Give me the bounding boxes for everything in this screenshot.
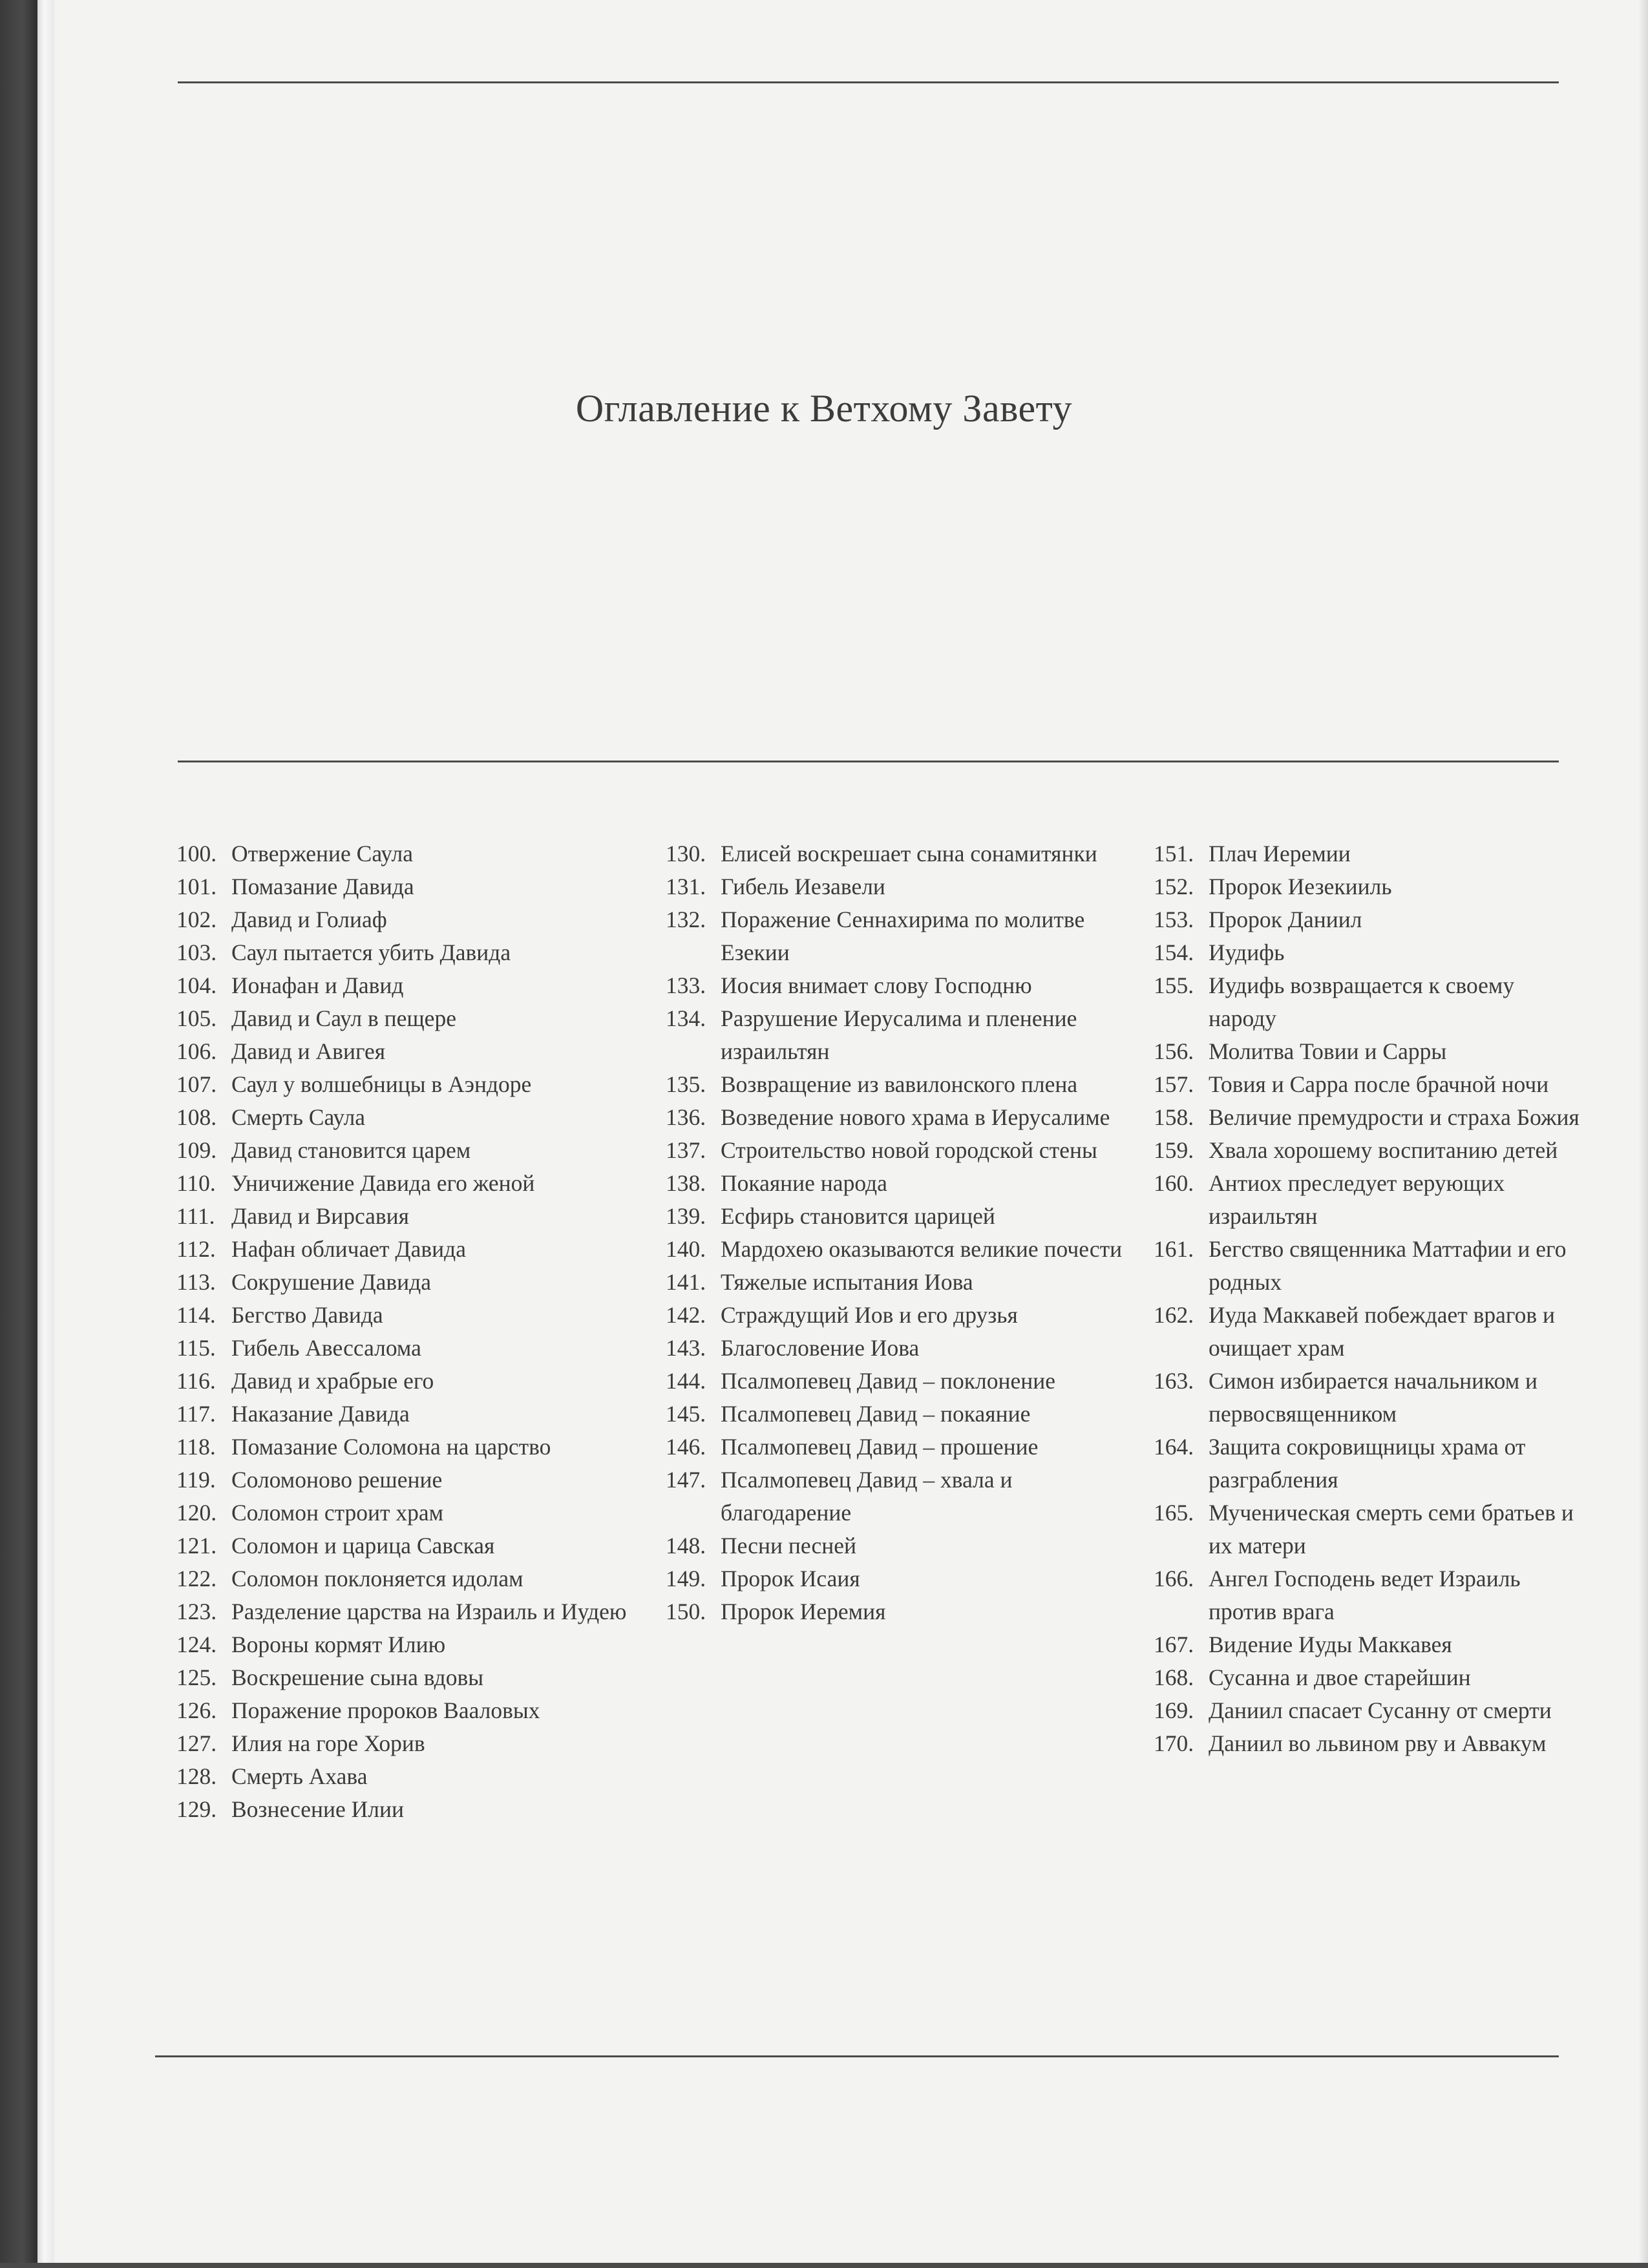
toc-entry-title: Елисей воскрешает сына сонамитянки: [721, 841, 1097, 866]
toc-entry-number: 109.: [176, 1137, 217, 1163]
toc-entry: [666, 837, 1131, 870]
toc-column-3: [1154, 837, 1580, 1760]
toc-entry: [666, 1365, 1131, 1398]
toc-entry-title: Мученическая смерть семи братьев и их матери: [1209, 1500, 1574, 1559]
toc-entry-title: Отвержение Саула: [231, 841, 413, 866]
toc-entry: [176, 1661, 642, 1694]
toc-entry-number: 135.: [666, 1071, 706, 1097]
toc-entry-title: Наказание Давида: [231, 1401, 410, 1427]
toc-entry-title: Помазание Соломона на царство: [231, 1434, 551, 1460]
toc-entry-title: Ангел Господень ведет Израиль против врага: [1209, 1566, 1521, 1624]
toc-entry-title: Плач Иеремии: [1209, 841, 1351, 866]
toc-entry: [666, 1233, 1131, 1266]
toc-entry: [1154, 969, 1580, 1035]
toc-entry-number: 163.: [1154, 1368, 1194, 1394]
toc-entry: [666, 1299, 1131, 1332]
toc-entry-number: 136.: [666, 1104, 706, 1130]
toc-entry: [1154, 1035, 1580, 1068]
toc-entry-number: 124.: [176, 1632, 217, 1657]
toc-entry-number: 168.: [1154, 1664, 1194, 1690]
toc-entry: [666, 1595, 1131, 1628]
toc-entry-title: Псалмопевец Давид – прошение: [721, 1434, 1039, 1460]
toc-entry: [1154, 936, 1580, 969]
title-divider-rule: [178, 761, 1559, 762]
toc-entry-title: Нафан обличает Давида: [231, 1236, 466, 1262]
toc-entry-title: Бегство Давида: [231, 1302, 383, 1328]
toc-entry-number: 146.: [666, 1434, 706, 1460]
toc-entry: [1154, 1365, 1580, 1431]
toc-entry: [176, 1793, 642, 1826]
toc-entry-title: Пророк Исаия: [721, 1566, 860, 1591]
toc-entry-number: 123.: [176, 1599, 217, 1624]
toc-entry: [1154, 1068, 1580, 1101]
toc-entry: [666, 969, 1131, 1002]
toc-entry-number: 160.: [1154, 1170, 1194, 1196]
book-binding: [0, 0, 37, 2268]
toc-entry-title: Соломон поклоняется идолам: [231, 1566, 523, 1591]
toc-entry-title: Возведение нового храма в Иерусалиме: [721, 1104, 1110, 1130]
page-bottom-edge: [0, 2263, 1648, 2268]
toc-entry-number: 161.: [1154, 1236, 1194, 1262]
toc-entry-number: 121.: [176, 1533, 217, 1559]
toc-entry-number: 167.: [1154, 1632, 1194, 1657]
toc-entry: [176, 969, 642, 1002]
toc-entry-number: 101.: [176, 874, 217, 899]
toc-entry-number: 113.: [176, 1269, 216, 1295]
toc-entry: [176, 1200, 642, 1233]
toc-entry: [666, 870, 1131, 903]
toc-entry: [176, 870, 642, 903]
toc-entry-number: 159.: [1154, 1137, 1194, 1163]
toc-entry-number: 115.: [176, 1335, 216, 1361]
toc-entry: [1154, 1661, 1580, 1694]
toc-entry: [176, 1595, 642, 1628]
toc-entry-number: 147.: [666, 1467, 706, 1493]
toc-entry: [176, 1496, 642, 1529]
toc-entry-number: 166.: [1154, 1566, 1194, 1591]
toc-entry: [1154, 1299, 1580, 1365]
toc-entry: [1154, 1562, 1580, 1628]
toc-entry-title: Псалмопевец Давид – поклонение: [721, 1368, 1056, 1394]
toc-entry-title: Пророк Иезекииль: [1209, 874, 1392, 899]
toc-entry-title: Уничижение Давида его женой: [231, 1170, 535, 1196]
toc-entry-number: 153.: [1154, 907, 1194, 932]
toc-entry-title: Иосия внимает слову Господню: [721, 972, 1032, 998]
toc-entry-title: Пророк Иеремия: [721, 1599, 886, 1624]
toc-entry-title: Воскрешение сына вдовы: [231, 1664, 484, 1690]
toc-entry-number: 100.: [176, 841, 217, 866]
toc-entry: [1154, 1496, 1580, 1562]
toc-entry: [1154, 837, 1580, 870]
toc-entry-number: 165.: [1154, 1500, 1194, 1526]
toc-entry-title: Хвала хорошему воспитанию детей: [1209, 1137, 1558, 1163]
toc-entry-number: 151.: [1154, 841, 1194, 866]
toc-entry: [666, 1464, 1131, 1529]
bottom-rule: [155, 2055, 1559, 2057]
toc-entry-number: 117.: [176, 1401, 216, 1427]
toc-entry: [1154, 1101, 1580, 1134]
toc-entry: [666, 1134, 1131, 1167]
page-right-edge: [1639, 0, 1648, 2268]
toc-entry-title: Давид и Голиаф: [231, 907, 387, 932]
toc-entry-title: Пророк Даниил: [1209, 907, 1362, 932]
toc-entry-title: Давид и Авигея: [231, 1038, 386, 1064]
toc-entry-title: Давид становится царем: [231, 1137, 471, 1163]
toc-entry: [176, 1760, 642, 1793]
toc-entry-number: 169.: [1154, 1697, 1194, 1723]
toc-entry-title: Поражение Сеннахирима по молитве Езекии: [721, 907, 1085, 965]
toc-entry-title: Даниил во львином рву и Аввакум: [1209, 1730, 1547, 1756]
toc-entry: [666, 903, 1131, 969]
toc-entry: [176, 1332, 642, 1365]
toc-entry-title: Симон избирается начальником и первосвященником: [1209, 1368, 1538, 1427]
toc-entry-title: Строительство новой городской стены: [721, 1137, 1097, 1163]
toc-entry-title: Соломон строит храм: [231, 1500, 444, 1526]
toc-entry-number: 140.: [666, 1236, 706, 1262]
toc-entry-number: 106.: [176, 1038, 217, 1064]
toc-entry-title: Смерть Саула: [231, 1104, 366, 1130]
toc-entry-title: Давид и Саул в пещере: [231, 1005, 456, 1031]
toc-entry-number: 162.: [1154, 1302, 1194, 1328]
toc-entry-title: Иудифь: [1209, 940, 1285, 965]
toc-entry-title: Вознесение Илии: [231, 1796, 405, 1822]
toc-entry-title: Разрушение Иерусалима и пленение израильтян: [721, 1005, 1077, 1064]
toc-entry-title: Псалмопевец Давид – хвала и благодарение: [721, 1467, 1013, 1526]
toc-entry-title: Соломоново решение: [231, 1467, 443, 1493]
toc-entry-title: Возвращение из вавилонского плена: [721, 1071, 1078, 1097]
toc-entry: [666, 1002, 1131, 1068]
toc-entry-number: 139.: [666, 1203, 706, 1229]
toc-entry-number: 154.: [1154, 940, 1194, 965]
toc-entry: [1154, 903, 1580, 936]
toc-entry-number: 164.: [1154, 1434, 1194, 1460]
toc-entry-title: Разделение царства на Израиль и Иудею: [231, 1599, 627, 1624]
toc-entry-title: Страждущий Иов и его друзья: [721, 1302, 1018, 1328]
toc-entry: [1154, 1628, 1580, 1661]
toc-entry-title: Товия и Сарра после брачной ночи: [1209, 1071, 1549, 1097]
toc-entry: [176, 1365, 642, 1398]
toc-entry-title: Ионафан и Давид: [231, 972, 404, 998]
toc-entry-number: 150.: [666, 1599, 706, 1624]
toc-entry-title: Поражение пророков Вааловых: [231, 1697, 540, 1723]
toc-entry-title: Защита сокровищницы храма от разграбления: [1209, 1434, 1526, 1493]
toc-entry-number: 145.: [666, 1401, 706, 1427]
toc-column-1: [176, 837, 642, 1826]
toc-entry: [1154, 1694, 1580, 1727]
toc-entry-title: Вороны кормят Илию: [231, 1632, 446, 1657]
toc-entry-title: Сокрушение Давида: [231, 1269, 431, 1295]
toc-entry: [666, 1562, 1131, 1595]
toc-entry-number: 170.: [1154, 1730, 1194, 1756]
toc-entry-number: 110.: [176, 1170, 216, 1196]
toc-entry: [176, 1134, 642, 1167]
toc-entry-number: 105.: [176, 1005, 217, 1031]
toc-entry: [1154, 1167, 1580, 1233]
toc-entry: [176, 1233, 642, 1266]
toc-entry-number: 119.: [176, 1467, 216, 1493]
toc-entry: [666, 1529, 1131, 1562]
toc-entry: [176, 903, 642, 936]
toc-entry-number: 114.: [176, 1302, 216, 1328]
toc-entry: [666, 1167, 1131, 1200]
toc-entry-title: Песни песней: [721, 1533, 857, 1559]
toc-entry-title: Давид и Вирсавия: [231, 1203, 410, 1229]
toc-entry-number: 130.: [666, 841, 706, 866]
toc-entry: [666, 1266, 1131, 1299]
toc-entry-number: 132.: [666, 907, 706, 932]
toc-entry: [1154, 1727, 1580, 1760]
toc-entry-number: 141.: [666, 1269, 706, 1295]
toc-entry-number: 137.: [666, 1137, 706, 1163]
toc-entry-number: 102.: [176, 907, 217, 932]
toc-entry: [176, 1398, 642, 1431]
toc-entry: [1154, 1233, 1580, 1299]
toc-entry: [666, 1431, 1131, 1464]
toc-entry-title: Гибель Авессалома: [231, 1335, 421, 1361]
toc-entry: [176, 1464, 642, 1496]
toc-entry-number: 116.: [176, 1368, 216, 1394]
page-gutter-edge: [37, 0, 54, 2268]
toc-entry-title: Давид и храбрые его: [231, 1368, 434, 1394]
toc-entry: [176, 1562, 642, 1595]
toc-entry: [176, 1068, 642, 1101]
toc-entry-title: Смерть Ахава: [231, 1763, 368, 1789]
toc-entry: [176, 936, 642, 969]
toc-entry-title: Тяжелые испытания Иова: [721, 1269, 973, 1295]
toc-entry-title: Благословение Иова: [721, 1335, 920, 1361]
toc-entry: [666, 1332, 1131, 1365]
toc-entry: [176, 1529, 642, 1562]
toc-entry: [1154, 870, 1580, 903]
toc-entry-number: 158.: [1154, 1104, 1194, 1130]
toc-entry-title: Видение Иуды Маккавея: [1209, 1632, 1452, 1657]
toc-entry-number: 133.: [666, 972, 706, 998]
toc-entry-title: Соломон и царица Савская: [231, 1533, 495, 1559]
toc-entry-number: 111.: [176, 1203, 215, 1229]
toc-entry-number: 125.: [176, 1664, 217, 1690]
toc-entry-number: 152.: [1154, 874, 1194, 899]
toc-entry: [1154, 1134, 1580, 1167]
toc-entry: [176, 1727, 642, 1760]
toc-entry-title: Илия на горе Хорив: [231, 1730, 425, 1756]
toc-entry-number: 144.: [666, 1368, 706, 1394]
toc-entry-title: Гибель Иезавели: [721, 874, 885, 899]
toc-entry: [666, 1068, 1131, 1101]
toc-entry-title: Саул пытается убить Давида: [231, 940, 511, 965]
toc-entry-number: 120.: [176, 1500, 217, 1526]
toc-entry-number: 142.: [666, 1302, 706, 1328]
toc-entry: [176, 1035, 642, 1068]
toc-entry: [176, 1266, 642, 1299]
toc-entry-number: 134.: [666, 1005, 706, 1031]
toc-entry-title: Сусанна и двое старейшин: [1209, 1664, 1471, 1690]
toc-entry: [176, 837, 642, 870]
toc-entry-number: 143.: [666, 1335, 706, 1361]
toc-entry: [176, 1431, 642, 1464]
toc-entry-number: 157.: [1154, 1071, 1194, 1097]
toc-entry-number: 122.: [176, 1566, 217, 1591]
toc-entry-number: 156.: [1154, 1038, 1194, 1064]
toc-entry-title: Величие премудрости и страха Божия: [1209, 1104, 1579, 1130]
toc-entry-number: 103.: [176, 940, 217, 965]
toc-column-2: [666, 837, 1131, 1628]
toc-entry: [1154, 1431, 1580, 1496]
toc-entry-title: Саул у волшебницы в Аэндоре: [231, 1071, 532, 1097]
toc-entry-number: 148.: [666, 1533, 706, 1559]
toc-entry: [176, 1628, 642, 1661]
toc-entry-number: 129.: [176, 1796, 217, 1822]
toc-entry: [666, 1200, 1131, 1233]
toc-entry-title: Молитва Товии и Сарры: [1209, 1038, 1447, 1064]
toc-entry-title: Покаяние народа: [721, 1170, 887, 1196]
toc-entry-number: 155.: [1154, 972, 1194, 998]
toc-entry-title: Помазание Давида: [231, 874, 414, 899]
toc-entry-number: 149.: [666, 1566, 706, 1591]
toc-entry-number: 138.: [666, 1170, 706, 1196]
toc-entry-title: Бегство священника Маттафии и его родных: [1209, 1236, 1567, 1295]
toc-entry-number: 108.: [176, 1104, 217, 1130]
toc-entry: [176, 1299, 642, 1332]
toc-entry-number: 126.: [176, 1697, 217, 1723]
toc-entry: [176, 1002, 642, 1035]
toc-entry: [666, 1398, 1131, 1431]
toc-entry-title: Иуда Маккавей побеждает врагов и очищает храм: [1209, 1302, 1555, 1361]
toc-entry-title: Мардохею оказываются великие почести: [721, 1236, 1123, 1262]
toc-entry-title: Псалмопевец Давид – покаяние: [721, 1401, 1031, 1427]
toc-entry-title: Антиох преследует верующих израильтян: [1209, 1170, 1505, 1229]
toc-entry-title: Иудифь возвращается к своему народу: [1209, 972, 1515, 1031]
toc-entry-number: 128.: [176, 1763, 217, 1789]
toc-entry-title: Даниил спасает Сусанну от смерти: [1209, 1697, 1552, 1723]
toc-entry-title: Есфирь становится царицей: [721, 1203, 995, 1229]
toc-entry-number: 118.: [176, 1434, 216, 1460]
toc-entry-number: 107.: [176, 1071, 217, 1097]
toc-entry: [176, 1101, 642, 1134]
toc-entry: [176, 1694, 642, 1727]
toc-entry: [666, 1101, 1131, 1134]
toc-entry-number: 131.: [666, 874, 706, 899]
page-title: Оглавление к Ветхому Завету: [575, 387, 1073, 430]
toc-entry-number: 127.: [176, 1730, 217, 1756]
top-rule: [178, 81, 1559, 83]
toc-entry-number: 104.: [176, 972, 217, 998]
toc-entry-number: 112.: [176, 1236, 216, 1262]
toc-entry: [176, 1167, 642, 1200]
